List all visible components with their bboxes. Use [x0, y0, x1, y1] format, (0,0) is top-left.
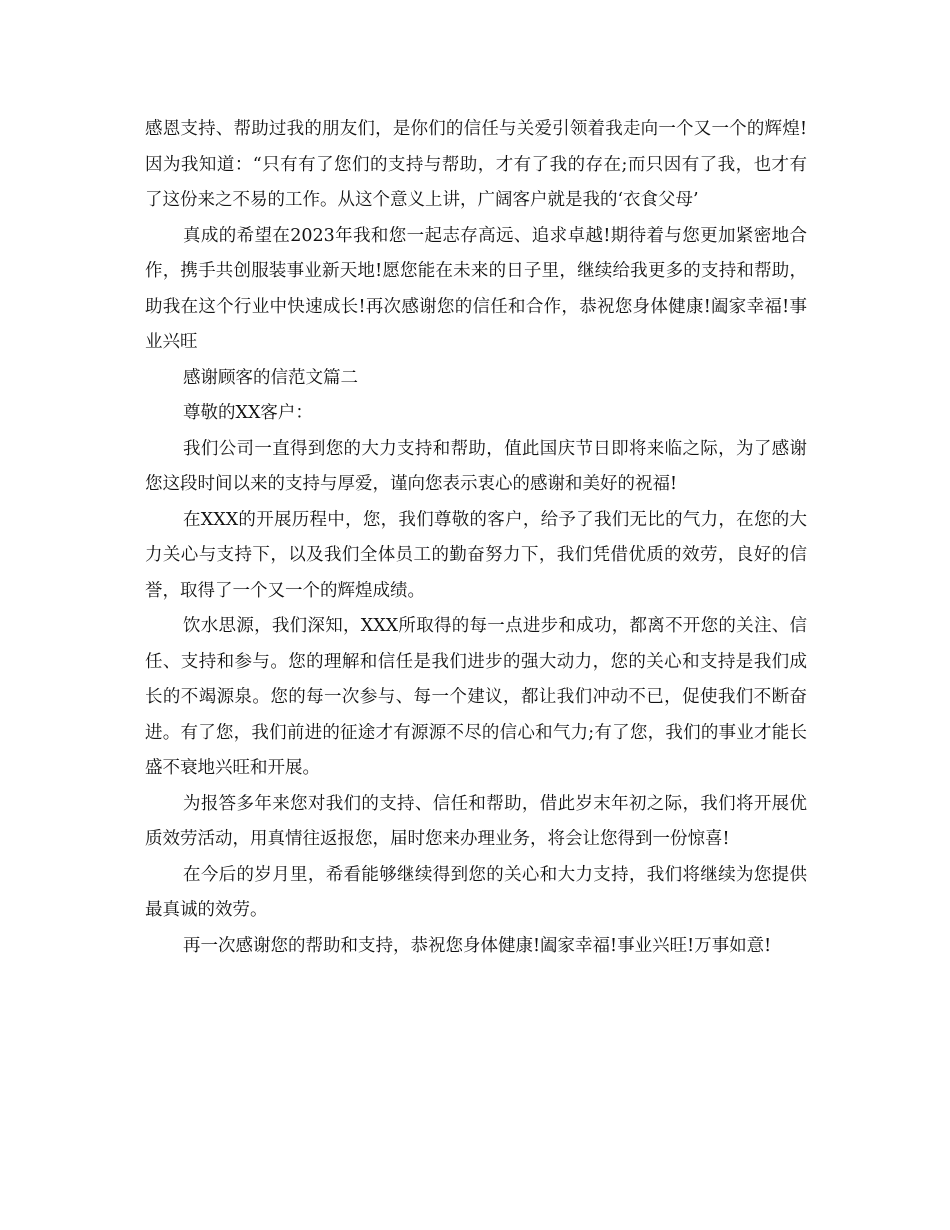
paragraph-3: 我们公司一直得到您的大力支持和帮助，值此国庆节日即将来临之际，为了感谢您这段时间以来的支持与厚爱，谨向您表示衷心的感谢和美好的祝福!	[145, 438, 807, 494]
paragraph-5: 饮水思源，我们深知，XXX所取得的每一点进步和成功，都离不开您的关注、信任、支持和参与。您的理解和信任是我们进步的强大动力，您的关心和支持是我们成长的不竭源泉。您的每一次参与、每一个建议，都让我们冲动不已，促使我们不断奋进。有了您，我们前进的征途才有源源不尽的信心和气力;有了您，我们的事业才能长盛不衰地兴旺和开展。	[145, 616, 807, 778]
document-body	[145, 112, 807, 964]
paragraph-1: 感恩支持、帮助过我的朋友们，是你们的信任与关爱引领着我走向一个又一个的辉煌!因为我知道：“只有有了您们的支持与帮助，才有了我的存在;而只因有了我，也才有了这份来之不易的工作。从这个意义上讲，广阔客户就是我的‘衣食父母’	[145, 119, 807, 210]
paragraph-2: 真成的希望在2023年我和您一起志存高远、追求卓越!期待着与您更加紧密地合作，携手共创服装事业新天地!愿您能在未来的日子里，继续给我更多的支持和帮助，助我在这个行业中快速成长!再次感谢您的信任和合作，恭祝您身体健康!阖家幸福!事业兴旺	[145, 225, 807, 352]
paragraph-4: 在XXX的开展历程中，您，我们尊敬的客户，给予了我们无比的气力，在您的大力关心与支持下，以及我们全体员工的勤奋努力下，我们凭借优质的效劳，良好的信誉，取得了一个又一个的辉煌成绩。	[145, 509, 807, 601]
section-heading: 感谢顾客的信范文篇二	[183, 367, 358, 388]
paragraph-6: 为报答多年来您对我们的支持、信任和帮助，借此岁末年初之际，我们将开展优质效劳活动，用真情往返报您，届时您来办理业务，将会让您得到一份惊喜!	[145, 793, 807, 849]
salutation: 尊敬的XX客户：	[183, 403, 313, 423]
paragraph-7: 在今后的岁月里，希看能够继续得到您的关心和大力支持，我们将继续为您提供最真诚的效劳。	[145, 864, 807, 920]
closing-paragraph: 再一次感谢您的帮助和支持，恭祝您身体健康!阖家幸福!事业兴旺!万事如意!	[183, 935, 772, 956]
